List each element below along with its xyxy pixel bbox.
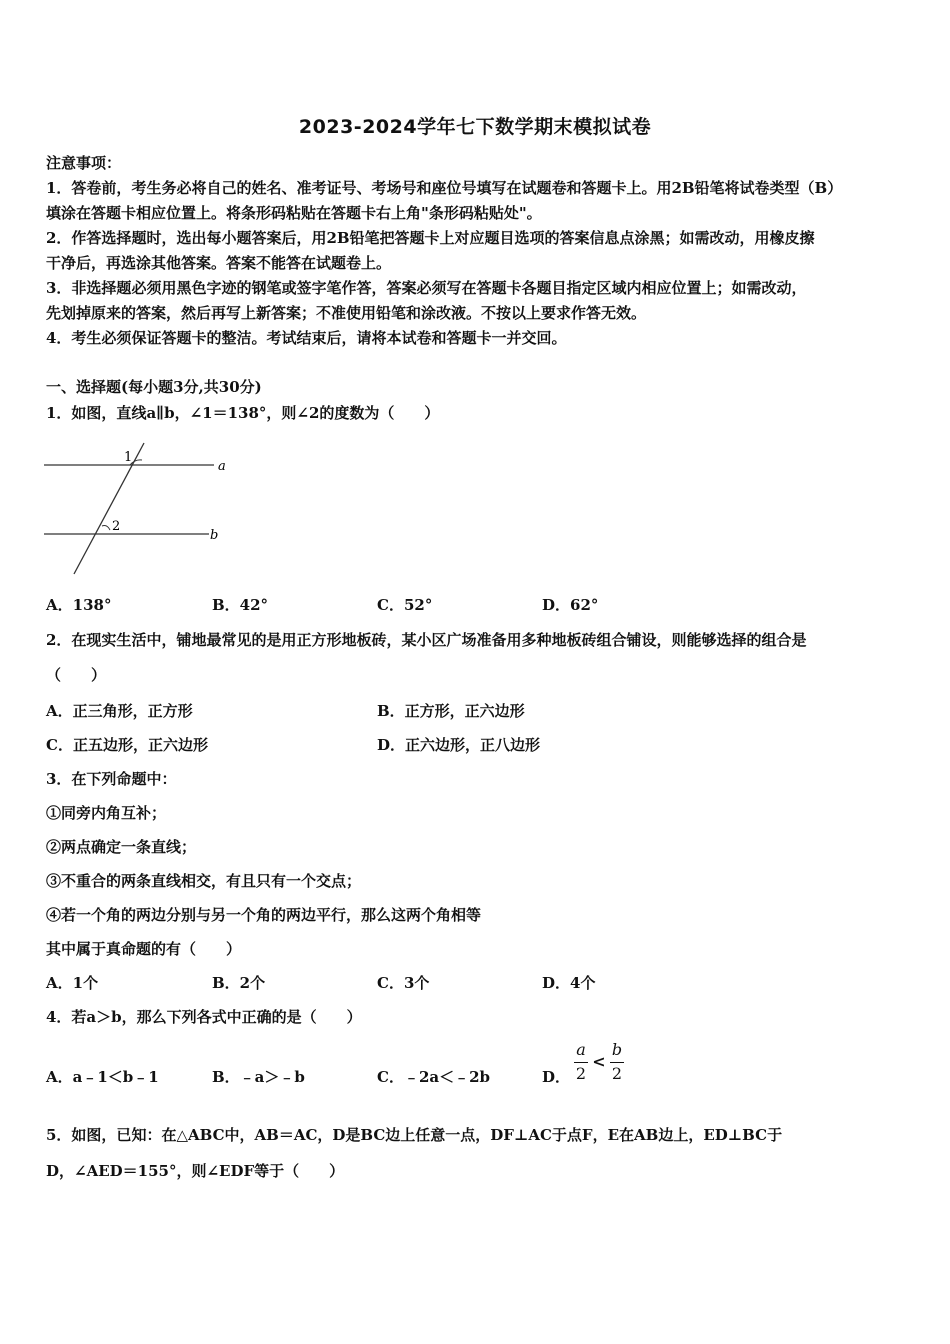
notice-line: 2．作答选择题时，选出每小题答案后，用2B铅笔把答题卡上对应题目选项的答案信息点涂黑；如需改动，用橡皮擦 xyxy=(46,229,815,247)
section-heading: 一、选择题(每小题3分,共30分) xyxy=(46,378,262,396)
q1-option-b: B．42° xyxy=(212,596,269,614)
question-2-stem-cont: （ ） xyxy=(46,666,107,684)
question-3-stem: 3．在下列命题中： xyxy=(46,770,177,788)
q2-option-c: C．正五边形，正六边形 xyxy=(46,736,208,754)
fraction-bar xyxy=(610,1062,624,1063)
angle-2-arc xyxy=(102,526,110,531)
q4-option-b: B．﹣a＞﹣b xyxy=(212,1068,305,1086)
question-1-stem: 1．如图，直线a∥b，∠1＝138°，则∠2的度数为（ ） xyxy=(46,404,440,422)
line-b-label: b xyxy=(210,528,219,543)
q4-option-a: A．a﹣1＜b﹣1 xyxy=(46,1068,159,1086)
q1-option-d: D．62° xyxy=(542,596,599,614)
notice-line: 4．考生必须保证答题卡的整洁。考试结束后，请将本试卷和答题卡一并交回。 xyxy=(46,329,567,347)
q3-option-c: C．3个 xyxy=(377,974,430,992)
notice-line: 填涂在答题卡相应位置上。将条形码粘贴在答题卡右上角"条形码粘贴处"。 xyxy=(46,204,542,222)
fraction-denominator: 2 xyxy=(611,1064,623,1083)
notice-line: 干净后，再选涂其他答案。答案不能答在试题卷上。 xyxy=(46,254,392,272)
question-2-stem: 2．在现实生活中，铺地最常见的是用正方形地板砖，某小区广场准备用多种地板砖组合铺设，则能够选择的组合是 xyxy=(46,631,807,649)
notice-line: 1．答卷前，考生务必将自己的姓名、准考证号、考场号和座位号填写在试题卷和答题卡上。用2B铅笔将试卷类型（B） xyxy=(46,179,843,197)
fraction-numerator: b xyxy=(611,1040,623,1059)
question-5-stem-cont: D，∠AED＝155°，则∠EDF等于（ ） xyxy=(46,1162,345,1180)
q1-option-a: A．138° xyxy=(46,596,112,614)
q2-option-d: D．正六边形，正八边形 xyxy=(377,736,541,754)
q3-ask: 其中属于真命题的有（ ） xyxy=(46,940,242,958)
angle-2-label: 2 xyxy=(112,519,121,534)
page-title: 2023-2024学年七下数学期末模拟试卷 xyxy=(298,116,652,138)
q3-item: ④若一个角的两边分别与另一个角的两边平行，那么这两个角相等 xyxy=(46,906,482,924)
less-than-sign: < xyxy=(592,1052,606,1071)
q3-item: ③不重合的两条直线相交，有且只有一个交点； xyxy=(46,872,362,890)
line-a-label: a xyxy=(218,459,226,474)
transversal-line xyxy=(74,443,144,574)
q4-option-c: C．﹣2a＜﹣2b xyxy=(377,1068,491,1086)
question-4-stem: 4．若a＞b，那么下列各式中正确的是（ ） xyxy=(46,1008,362,1026)
parallel-lines-figure xyxy=(44,440,234,580)
q2-option-a: A．正三角形，正方形 xyxy=(46,702,193,720)
fraction-denominator: 2 xyxy=(575,1064,587,1083)
q3-item: ②两点确定一条直线； xyxy=(46,838,197,856)
fraction-numerator: a xyxy=(576,1040,586,1059)
question-5-stem: 5．如图，已知：在△ABC中，AB＝AC，D是BC边上任意一点，DF⊥AC于点F，E在AB边上，ED⊥BC于 xyxy=(46,1126,783,1144)
q1-option-c: C．52° xyxy=(377,596,433,614)
q3-option-a: A．1个 xyxy=(46,974,99,992)
q4-option-d-fraction xyxy=(570,1040,630,1088)
q3-item: ①同旁内角互补； xyxy=(46,804,167,822)
fraction-bar xyxy=(574,1062,588,1063)
notice-heading: 注意事项： xyxy=(46,154,122,172)
q4-option-d: D． xyxy=(542,1068,571,1086)
q3-option-b: B．2个 xyxy=(212,974,266,992)
notice-line: 3．非选择题必须用黑色字迹的钢笔或签字笔作答，答案必须写在答题卡各题目指定区域内相应位置上；如需改动， xyxy=(46,279,807,297)
q3-option-d: D．4个 xyxy=(542,974,596,992)
angle-1-label: 1 xyxy=(124,450,133,465)
notice-line: 先划掉原来的答案，然后再写上新答案；不准使用铅笔和涂改液。不按以上要求作答无效。 xyxy=(46,304,647,322)
q2-option-b: B．正方形，正六边形 xyxy=(377,702,525,720)
